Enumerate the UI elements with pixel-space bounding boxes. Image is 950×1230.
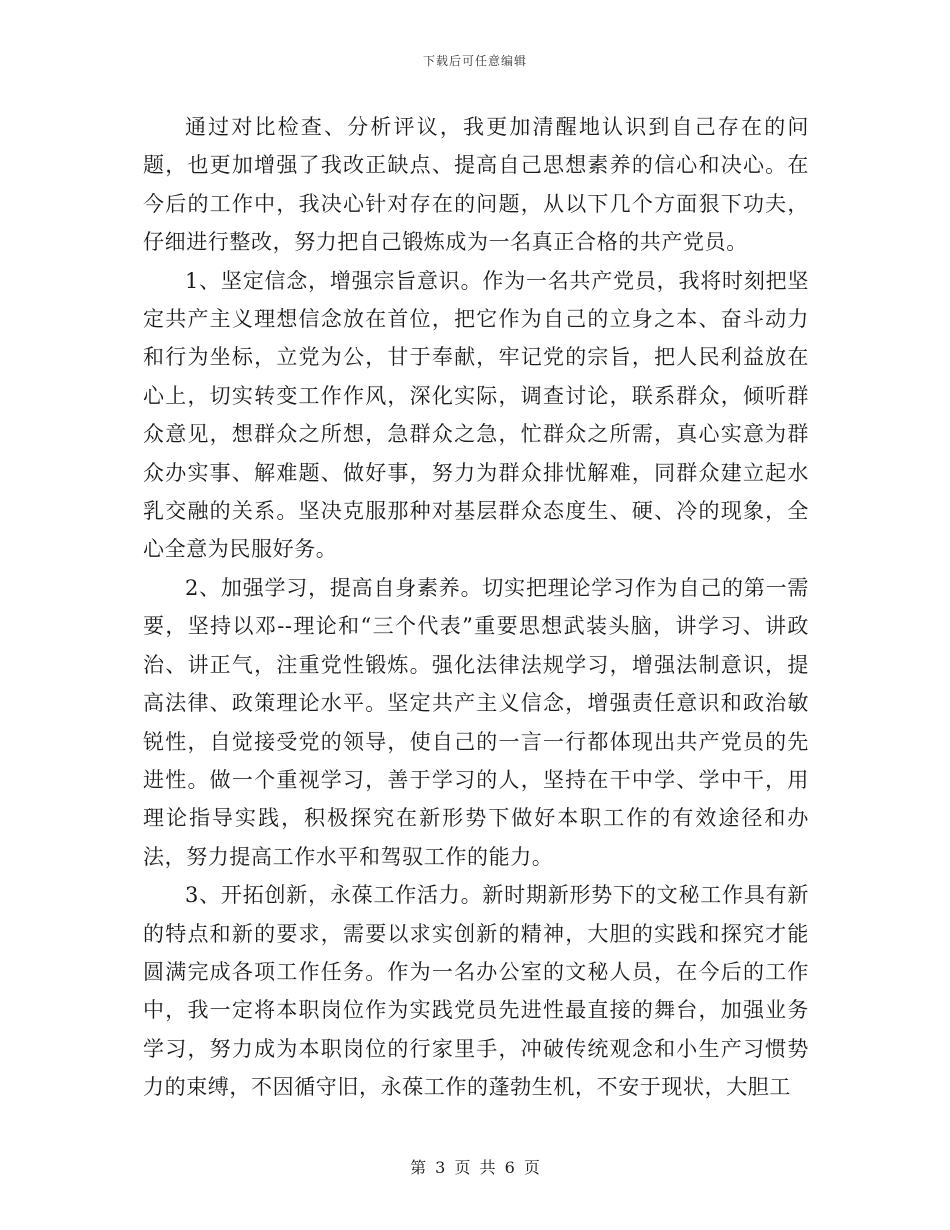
paragraph-intro: 通过对比检查、分析评议，我更加清醒地认识到自己存在的问题，也更加增强了我改正缺点、提高自己思想素养的信心和决心。在今后的工作中，我决心针对存在的问题，从以下几个方面狠下功夫，仔细进行整改，努力把自己锻炼成为一名真正合格的共产党员。 xyxy=(143,115,809,255)
page-header-note: 下载后可任意编辑 xyxy=(422,54,527,68)
paragraph-item-2: 2、加强学习，提高自身素养。切实把理论学习作为自己的第一需要，坚持以邓--理论和“三个代表”重要思想武装头脑，讲学习、讲政治、讲正气，注重党性锻炼。强化法律法规学习，增强法制意识，提高法律、政策理论水平。坚定共产主义信念，增强责任意识和政治敏锐性，自觉接受党的领导，使自己的一言一行都体现出共产党员的先进性。做一个重视学习，善于学习的人，坚持在干中学、学中干，用理论指导实践，积极探究在新形势下做好本职工作的有效途径和办法，努力提高工作水平和驾驭工作的能力。 xyxy=(143,575,809,869)
document-body xyxy=(143,108,809,1107)
paragraph-item-3: 3、开拓创新，永葆工作活力。新时期新形势下的文秘工作具有新的特点和新的要求，需要以求实创新的精神，大胆的实践和探究才能圆满完成各项工作任务。作为一名办公室的文秘人员，在今后的工作中，我一定将本职岗位作为实践党员先进性最直接的舞台，加强业务学习，努力成为本职岗位的行家里手，冲破传统观念和小生产习惯势力的束缚，不因循守旧，永葆工作的蓬勃生机，不安于现状，大胆工 xyxy=(143,883,809,1100)
paragraph-item-1: 1、坚定信念，增强宗旨意识。作为一名共产党员，我将时刻把坚定共产主义理想信念放在首位，把它作为自己的立身之本、奋斗动力和行为坐标，立党为公，甘于奉献，牢记党的宗旨，把人民利益放在心上，切实转变工作作风，深化实际，调查讨论，联系群众，倾听群众意见，想群众之所想，急群众之急，忙群众之所需，真心实意为群众办实事、解难题、做好事，努力为群众排忧解难，同群众建立起水乳交融的关系。坚决克服那种对基层群众态度生、硬、冷的现象，全心全意为民服好务。 xyxy=(143,268,809,562)
page-number-footer: 第 3 页 共 6 页 xyxy=(410,1158,540,1177)
